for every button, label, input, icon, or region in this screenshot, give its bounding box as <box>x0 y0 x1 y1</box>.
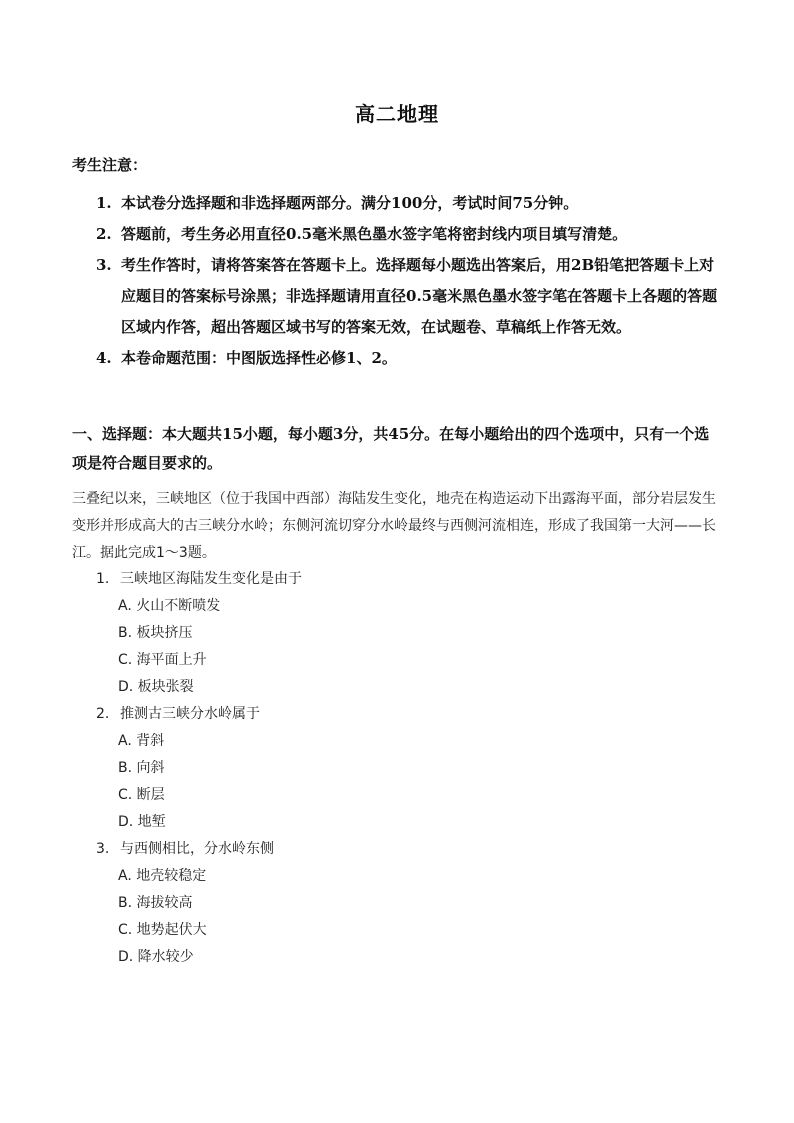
question-3 <box>96 836 716 971</box>
notice-item-text: 本卷命题范围：中图版选择性必修1、2。 <box>121 349 397 367</box>
notice-item-text: 答题前，考生务必用直径0.5毫米黑色墨水签字笔将密封线内项目填写清楚。 <box>121 225 628 243</box>
question-number: 3. <box>96 841 110 857</box>
question-stem <box>96 836 716 863</box>
page-title: 高二地理 <box>355 102 439 126</box>
question-option: C. 地势起伏大 <box>118 922 207 938</box>
question-option: B. 板块挤压 <box>118 625 193 641</box>
notice-item-text: 本试卷分选择题和非选择题两部分。满分100分，考试时间75分钟。 <box>121 194 579 212</box>
notice-list <box>72 188 722 374</box>
question-option: D. 降水较少 <box>118 949 194 965</box>
question-list <box>96 566 716 971</box>
question-number: 1. <box>96 571 110 587</box>
notice-item-number: 1. <box>96 194 112 212</box>
question-text: 三峡地区海陆发生变化是由于 <box>120 571 302 587</box>
question-option: A. 火山不断喷发 <box>118 598 221 614</box>
question-text: 与西侧相比，分水岭东侧 <box>120 841 274 857</box>
question-stem <box>96 701 716 728</box>
question-text: 推测古三峡分水岭属于 <box>120 706 260 722</box>
notice-item <box>72 219 722 250</box>
question-option: D. 板块张裂 <box>118 679 194 695</box>
question-option: B. 向斜 <box>118 760 165 776</box>
notice-item-text: 考生作答时，请将答案答在答题卡上。选择题每小题选出答案后，用2B铅笔把答题卡上对应题目的答案标号涂黑；非选择题请用直径0.5毫米黑色墨水签字笔在答题卡上各题的答题区域内作答，超出答题区域书写的答案无效，在试题卷、草稿纸上作答无效。 <box>121 256 718 336</box>
question-stem <box>96 566 716 593</box>
question-option: A. 地壳较稳定 <box>118 868 207 884</box>
question-option: C. 海平面上升 <box>118 652 207 668</box>
notice-item-number: 2. <box>96 225 112 243</box>
question-option: D. 地堑 <box>118 814 166 830</box>
question-2 <box>96 701 716 836</box>
section-title: 一、选择题：本大题共15小题，每小题3分，共45分。在每小题给出的四个选项中，只有一个选项是符合题目要求的。 <box>72 425 710 472</box>
notice-item <box>72 188 722 219</box>
notice-heading: 考生注意： <box>72 156 148 174</box>
notice-item-number: 4. <box>96 349 112 367</box>
question-option: A. 背斜 <box>118 733 165 749</box>
notice-item-number: 3. <box>96 256 112 274</box>
notice-item <box>72 250 722 343</box>
question-1 <box>96 566 716 701</box>
question-option: B. 海拔较高 <box>118 895 193 911</box>
reading-passage: 三叠纪以来，三峡地区（位于我国中西部）海陆发生变化，地壳在构造运动下出露海平面，部分岩层发生变形并形成高大的古三峡分水岭；东侧河流切穿分水岭最终与西侧河流相连，形成了我国第一大河——长江。据此完成1～3题。 <box>72 491 716 561</box>
question-number: 2. <box>96 706 110 722</box>
question-option: C. 断层 <box>118 787 165 803</box>
notice-item <box>72 343 722 374</box>
